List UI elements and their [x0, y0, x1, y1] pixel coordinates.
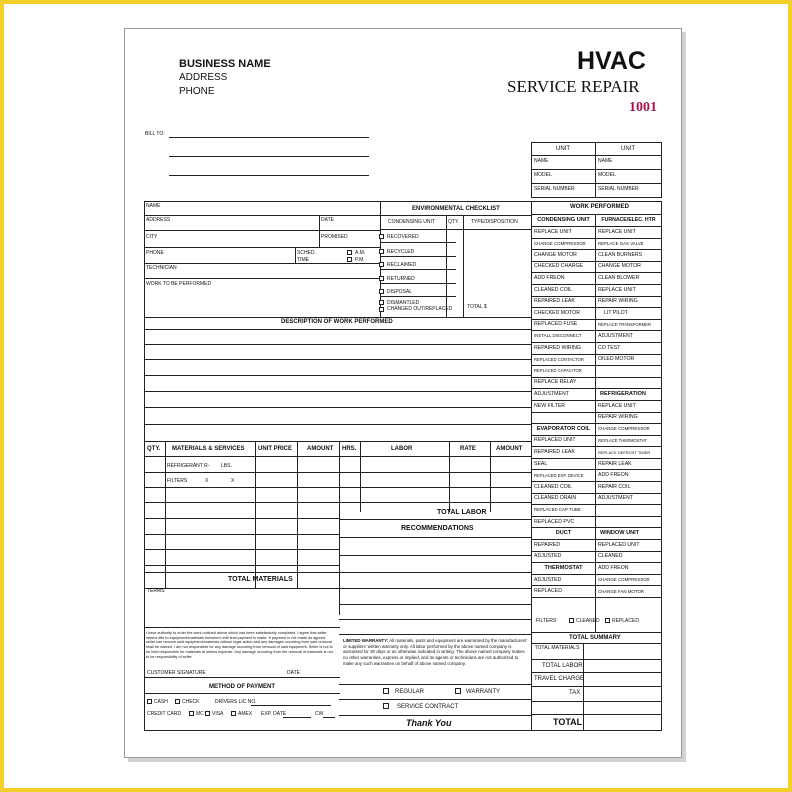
ticket-number: 1001	[629, 100, 657, 115]
work-item[interactable]: CHANGE COMPRESSOR	[596, 575, 661, 587]
service-contract-label: SERVICE CONTRACT	[397, 704, 459, 710]
work-item[interactable]: REPLACED UNIT	[532, 436, 595, 448]
sched-label: SCHED.	[297, 250, 316, 256]
time-label: TIME	[297, 257, 309, 263]
work-item[interactable]: REPLACED FUSE	[532, 320, 595, 332]
regular-checkbox[interactable]	[383, 688, 389, 694]
window-unit-header: WINDOW UNIT	[596, 528, 661, 540]
env-col-condensing: CONDENSING UNIT	[388, 219, 435, 225]
exp-date-label: EXP. DATE	[261, 711, 287, 717]
env-total-label: TOTAL $	[467, 304, 487, 310]
work-item[interactable]: CHECKED CHARGE	[532, 262, 595, 274]
customer-name-label: NAME	[146, 203, 161, 209]
filters-cleaned-checkbox[interactable]	[569, 618, 574, 623]
work-item-blank[interactable]	[532, 413, 595, 425]
unit-name-label-2: NAME	[598, 158, 613, 164]
cash-checkbox[interactable]	[147, 699, 152, 704]
filters-replaced-label: REPLACED	[612, 618, 639, 624]
env-checklist-title: ENVIRONMENTAL CHECKLIST	[412, 206, 500, 212]
refrigerant-lbs-label: LBS.	[221, 463, 232, 469]
unit-header-1: UNIT	[556, 146, 570, 152]
work-item[interactable]: REPAIRED LEAK	[532, 447, 595, 459]
work-item[interactable]: INSTALL DISCONNECT	[532, 331, 595, 343]
left-work-list	[532, 215, 595, 598]
work-item[interactable]: CHANGE COMPRESSOR	[532, 239, 595, 251]
pm-label: P.M.	[355, 257, 365, 263]
service-contract-checkbox[interactable]	[383, 703, 389, 709]
work-item[interactable]: CLEANED COIL	[532, 482, 595, 494]
env-col-qty: QTY.	[448, 219, 460, 225]
work-item-blank[interactable]	[596, 505, 661, 517]
visa-label: VISA	[212, 711, 224, 717]
recycled-label: RECYCLED	[387, 249, 415, 255]
filters-label: FILTERS	[536, 618, 557, 624]
returned-label: RETURNED	[387, 276, 415, 282]
customer-phone-label: PHONE	[146, 250, 164, 256]
bill-to-line-3[interactable]	[169, 175, 369, 176]
dismantled-label: DISMANTLED	[387, 300, 420, 306]
work-item[interactable]: CHANGE FAN MOTOR	[596, 586, 661, 598]
regular-label: REGULAR	[395, 689, 425, 695]
work-item[interactable]: NEW FILTER	[532, 401, 595, 413]
refrigeration-header: REFRIGERATION	[596, 389, 661, 401]
recovered-checkbox[interactable]	[379, 234, 384, 239]
disposal-checkbox[interactable]	[379, 289, 384, 294]
work-item[interactable]: REPLACE RELAY	[532, 378, 595, 390]
labor-col-rate: RATE	[460, 446, 476, 452]
work-item[interactable]: REPLACE UNIT	[532, 227, 595, 239]
customer-city-label: CITY	[146, 234, 158, 240]
business-phone: PHONE	[179, 86, 215, 97]
work-item[interactable]: REPLACED EXP. DEVICE	[532, 470, 595, 482]
filters-x-1: X	[205, 478, 209, 484]
check-checkbox[interactable]	[175, 699, 180, 704]
labor-col-hrs: HRS.	[342, 446, 357, 452]
hvac-service-form	[124, 28, 682, 758]
work-item[interactable]: ADJUSTMENT	[596, 331, 661, 343]
furnace-header: FURNACE/ELEC. HTR	[596, 215, 661, 227]
bill-to-line-2[interactable]	[169, 156, 369, 157]
work-item[interactable]: SEAL	[532, 459, 595, 471]
credit-card-label: CREDIT CARD	[147, 711, 182, 717]
summary-tax-label: TAX	[569, 690, 581, 696]
work-item[interactable]: REPLACE GAS VALVE	[596, 239, 661, 251]
unit-header-2: UNIT	[621, 146, 635, 152]
work-item[interactable]: CLEANED DRAIN	[532, 494, 595, 506]
unit-model-label-1: MODEL	[534, 172, 552, 178]
work-item[interactable]: CLEAN BURNERS	[596, 250, 661, 262]
unit-serial-label-1: SERIAL NUMBER	[534, 186, 575, 192]
work-item[interactable]: REPAIR WIRING	[596, 413, 661, 425]
recovered-label: RECOVERED	[387, 234, 419, 240]
work-item-blank[interactable]	[596, 378, 661, 390]
warranty-text: LIMITED WARRANTY: All materials, parts and equipment are warranted by the manufacturers' or suppliers' written warranty only. All labor performed by the above named company is warranted for 30 days or as otherwise indicated in writing. The above named company makes no other warranties, express or implied, and its agents or technicians are not authorized to make any such warranties on behalf of above named company.	[343, 638, 528, 666]
work-item[interactable]: REPAIRED WIRING	[532, 343, 595, 355]
work-item-blank[interactable]	[596, 366, 661, 378]
work-item[interactable]: REPLACED CAP TUBE	[532, 505, 595, 517]
filters-x-2: X	[231, 478, 235, 484]
labor-col-amount: AMOUNT	[496, 446, 523, 452]
materials-col-unit-price: UNIT PRICE	[258, 446, 293, 452]
mc-checkbox[interactable]	[189, 711, 194, 716]
check-label: CHECK	[182, 699, 200, 705]
work-item[interactable]: REPAIRED	[532, 540, 595, 552]
form-title: HVAC	[577, 47, 646, 75]
signature-date-label: DATE	[287, 670, 300, 676]
work-item[interactable]: REPLACED CONTACTOR	[532, 355, 595, 367]
materials-col-services: MATERIALS & SERVICES	[172, 446, 245, 452]
evaporator-coil-header: EVAPORATOR COIL	[532, 424, 595, 436]
changed-out-label: CHANGED OUT/REPLACED	[387, 306, 453, 312]
work-item[interactable]: CHANGE MOTOR	[596, 262, 661, 274]
customer-promised-label: PROMISED	[321, 234, 348, 240]
work-item[interactable]: REPAIR LEAK	[596, 459, 661, 471]
returned-checkbox[interactable]	[379, 276, 384, 281]
amex-checkbox[interactable]	[231, 711, 236, 716]
refrigerant-line-label: REFRIGERANT R-	[167, 463, 210, 469]
reclaimed-label: RECLAIMED	[387, 262, 417, 268]
amex-label: AMEX	[238, 711, 253, 717]
filters-replaced-checkbox[interactable]	[605, 618, 610, 623]
disposal-label: DISPOSAL	[387, 289, 413, 295]
thank-you-text: Thank You	[406, 718, 452, 728]
work-item[interactable]: REPLACED PVC	[532, 517, 595, 529]
work-item[interactable]: CLEAN BLOWER	[596, 273, 661, 285]
bill-to-line-1[interactable]	[169, 137, 369, 138]
warranty-label: WARRANTY	[466, 689, 501, 695]
drivers-lic-label: DRIVERS LIC NO.	[215, 699, 257, 705]
work-item[interactable]: ADJUSTMENT	[596, 494, 661, 506]
mc-label: MC	[196, 711, 204, 717]
am-label: A.M.	[355, 250, 366, 256]
condensing-unit-header: CONDENSING UNIT	[532, 215, 595, 227]
unit-name-label-1: NAME	[534, 158, 549, 164]
thermostat-header: THERMOSTAT	[532, 563, 595, 575]
customer-date-label: DATE	[321, 217, 334, 223]
payment-title: METHOD OF PAYMENT	[209, 684, 276, 690]
reclaimed-checkbox[interactable]	[379, 262, 384, 267]
unit-serial-label-2: SERIAL NUMBER	[598, 186, 639, 192]
work-item[interactable]: REPLACE UNIT	[596, 285, 661, 297]
cash-label: CASH	[154, 699, 168, 705]
bill-to-label: BILL TO:	[145, 131, 165, 137]
work-item[interactable]: ADJUSTED	[532, 575, 595, 587]
customer-signature-label: CUSTOMER SIGNATURE	[147, 670, 206, 676]
warranty-checkbox[interactable]	[455, 688, 461, 694]
summary-total-labor-label: TOTAL LABOR	[542, 663, 583, 669]
work-item[interactable]: REPLACE UNIT	[596, 227, 661, 239]
unit-model-label-2: MODEL	[598, 172, 616, 178]
materials-col-qty: QTY.	[147, 446, 161, 452]
total-materials-label: TOTAL MATERIALS	[228, 576, 293, 583]
business-name: BUSINESS NAME	[179, 58, 271, 70]
work-item[interactable]: REPLACE DEFROST TIMER	[596, 447, 661, 459]
total-summary-title: TOTAL SUMMARY	[569, 635, 621, 641]
work-item[interactable]: CHECKED MOTOR	[532, 308, 595, 320]
right-work-list	[596, 215, 661, 598]
summary-total-label: TOTAL	[553, 717, 583, 727]
work-item[interactable]: ADD FREON	[596, 470, 661, 482]
unit-box	[531, 142, 662, 198]
duct-header: DUCT	[532, 528, 595, 540]
work-item[interactable]: ADD FREON	[532, 273, 595, 285]
work-item[interactable]: REPAIR WIRING	[596, 297, 661, 309]
filters-line-label: FILTERS	[167, 478, 188, 484]
work-item[interactable]: REPLACED CAPACITOR	[532, 366, 595, 378]
business-address: ADDRESS	[179, 72, 228, 83]
work-item[interactable]: CHANGE COMPRESSOR	[596, 424, 661, 436]
recommendations-title: RECOMMENDATIONS	[401, 525, 474, 532]
summary-total-materials-label: TOTAL MATERIALS	[534, 645, 580, 651]
recycled-checkbox[interactable]	[379, 249, 384, 254]
work-item[interactable]: REPAIR COIL	[596, 482, 661, 494]
work-item[interactable]: CLEANED	[596, 552, 661, 564]
work-item[interactable]: CLEANED COIL	[532, 285, 595, 297]
work-item[interactable]: REPLACED UNIT	[596, 540, 661, 552]
work-item[interactable]: REPLACE TRANSFORMER	[596, 320, 661, 332]
am-checkbox[interactable]	[347, 250, 352, 255]
work-item[interactable]: ADJUSTMENT	[532, 389, 595, 401]
work-item[interactable]: LIT PILOT	[596, 308, 661, 320]
work-item[interactable]: ADD FREON	[596, 563, 661, 575]
work-item[interactable]: REPLACE UNIT	[596, 401, 661, 413]
work-item[interactable]: REPLACE THERMOSTAT	[596, 436, 661, 448]
pm-checkbox[interactable]	[347, 257, 352, 262]
work-to-be-performed-label: WORK TO BE PERFORMED	[146, 281, 212, 287]
customer-address-label: ADDRESS	[146, 217, 171, 223]
summary-travel-charge-label: TRAVEL CHARGE	[534, 676, 585, 682]
work-item-blank[interactable]	[596, 517, 661, 529]
work-item[interactable]: ADJUSTED	[532, 552, 595, 564]
labor-col-labor: LABOR	[391, 446, 413, 452]
technician-label: TECHNICIAN	[146, 265, 177, 271]
form-subtitle: SERVICE REPAIR	[507, 77, 640, 96]
description-title: DESCRIPTION OF WORK PERFORMED	[281, 319, 393, 325]
authorization-text: I have authority to order the work outlined above which has been satisfactorily completed. I agree that seller retains title to equipment/materials furnished until final payment is made. If payment is not made as agreed, seller can remove said equipment/materials without legal action and any damages occurring from said removal shall be waived. I am not responsible for any damage occurring from removal of said equipment. Seller is not to be held responsible for materials at sellers expense. Any damage occurring from the removal of materials is not to be responsibility of seller.	[146, 631, 333, 659]
work-item[interactable]: REPAIRED LEAK	[532, 297, 595, 309]
dismantled-checkbox[interactable]	[379, 300, 384, 305]
materials-col-amount: AMOUNT	[307, 446, 334, 452]
terms-title: TERMS	[147, 588, 165, 594]
work-item[interactable]: CO TEST	[596, 343, 661, 355]
filters-cleaned-label: CLEANED	[576, 618, 600, 624]
work-item[interactable]: REPLACED	[532, 586, 595, 598]
env-col-type: TYPE/DISPOSITION	[471, 219, 518, 225]
visa-checkbox[interactable]	[205, 711, 210, 716]
changed-out-checkbox[interactable]	[379, 307, 384, 312]
work-performed-title: WORK PERFORMED	[570, 204, 629, 210]
work-item[interactable]: CHANGE MOTOR	[532, 250, 595, 262]
total-labor-label: TOTAL LABOR	[437, 509, 487, 516]
work-item[interactable]: OILED MOTOR	[596, 355, 661, 367]
cw-label: CW	[315, 711, 324, 717]
